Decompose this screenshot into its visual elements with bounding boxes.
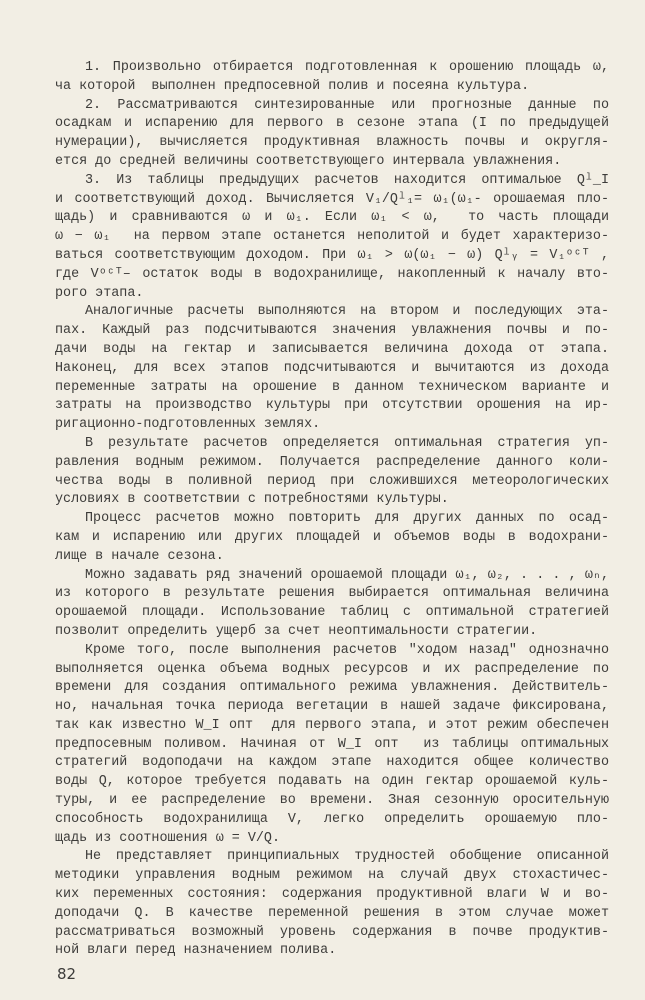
text-line-content: воды Q, которое требуется подавать на один гектар орошаемой куль- — [55, 774, 609, 790]
text-line — [55, 510, 609, 529]
text-line-content: пах. Каждый раз подсчитываются значения увлажнения почвы и по- — [55, 323, 609, 339]
text-line-content: и соответствующий доход. Вычисляется V₁/Qˡ₁= ω₁(ω₁- орошаемая пло- — [55, 191, 609, 207]
text-line — [55, 303, 609, 322]
text-line — [55, 792, 609, 811]
text-line-content: доподачи Q. В качестве переменной решения в этом случае может — [55, 905, 609, 921]
text-line-content: рассматриваться возможный уровень содержания в почве продуктив- — [55, 924, 609, 940]
text-line-content: стратегий водоподачи на каждом этапе находится общее количество — [55, 755, 609, 771]
text-line — [55, 585, 609, 604]
text-line-content: ких переменных состояния: содержания продуктивной влаги W и во- — [55, 887, 609, 903]
text-line-content: В результате расчетов определяется оптимальная стратегия уп- — [85, 435, 609, 451]
text-line — [55, 247, 609, 266]
text-line-content: кам и испарению или других площадей и объемов воды в водохрани- — [55, 529, 609, 545]
text-line — [55, 228, 609, 247]
text-line-content: переменные затраты на орошение в данном техническом варианте и — [55, 379, 609, 395]
text-line — [55, 285, 609, 304]
paragraph — [55, 642, 609, 849]
text-line — [55, 773, 609, 792]
text-line — [55, 153, 609, 172]
text-line-content: способность водохранилища V, легко определить орошаемую пло- — [55, 811, 609, 827]
text-line-content: рого этапа. — [55, 285, 144, 301]
text-line-content: чества воды в поливной период при сложившихся метеорологических — [55, 473, 609, 489]
text-line-content: времени для создания оптимального режима увлажнения. Действитель- — [55, 680, 609, 696]
text-line — [55, 754, 609, 773]
text-line-content: но, начальная точка периода вегетации в нашей задаче фиксирована, — [55, 699, 609, 715]
text-line-content: равления водным режимом. Получается распределение данного коли- — [55, 454, 609, 470]
text-line — [55, 322, 609, 341]
text-line — [55, 115, 609, 134]
text-line-content: затраты на производство культуры при отсутствии орошения на ир- — [55, 398, 609, 414]
text-line-content: так как известно W_I опт для первого этапа, и этот режим обеспечен — [55, 717, 609, 733]
text-line-content: Кроме того, после выполнения расчетов "ходом назад" однозначно — [85, 642, 609, 658]
text-line — [55, 379, 609, 398]
text-line-content: предпосевным поливом. Начиная от W_I опт из таблицы оптимальных — [55, 736, 609, 752]
text-line — [55, 134, 609, 153]
text-line — [55, 341, 609, 360]
text-line — [55, 942, 609, 961]
text-line-content: 2. Рассматриваются синтезированные или прогнозные данные по — [85, 97, 609, 113]
paragraph — [55, 848, 609, 961]
text-line-content: 1. Произвольно отбирается подготовленная к орошению площадь ω, — [85, 60, 609, 75]
text-line-content: щадь из соотношения ω = V/Q. — [55, 830, 280, 846]
text-line — [55, 623, 609, 642]
text-line-content: туры, и ее распределение во времени. Зная сезонную оросительную — [55, 793, 609, 809]
text-line — [55, 867, 609, 886]
text-line — [55, 397, 609, 416]
paragraph — [55, 510, 609, 566]
text-line-content: ваться соответствующим доходом. При ω₁ > ω(ω₁ − ω) Qˡᵧ = V₁ᵒᶜᵀ , — [55, 247, 609, 263]
text-line-content: ригационно-подготовленных землях. — [55, 417, 321, 433]
text-line-content: нумерации), вычисляется продуктивная влажность почвы и округля- — [55, 135, 609, 151]
text-line — [55, 717, 609, 736]
text-line-content: условиях в соответствии с потребностями культуры. — [55, 492, 449, 508]
paragraph — [55, 435, 609, 510]
text-line — [55, 266, 609, 285]
paragraph — [55, 97, 609, 172]
text-line — [55, 924, 609, 943]
text-line — [55, 473, 609, 492]
text-line — [55, 848, 609, 867]
paragraph — [55, 567, 609, 642]
text-line — [55, 529, 609, 548]
text-line — [55, 416, 609, 435]
text-line-content: методики управления водным режимом на случай двух стохастичес- — [55, 868, 609, 884]
text-line — [55, 604, 609, 623]
text-line — [55, 360, 609, 379]
text-line-content: дачи воды на гектар и записывается величина дохода от этапа. — [55, 341, 609, 357]
text-line-content: где Vᵒᶜᵀ– остаток воды в водохранилище, накопленный к началу вто- — [55, 266, 609, 282]
text-line-content: ной влаги перед назначением полива. — [55, 943, 337, 959]
text-line — [55, 661, 609, 680]
text-line-content: ω − ω₁ на первом этапе останется неполитой и будет характеризо- — [55, 229, 609, 245]
text-line-content: Наконец, для всех этапов подсчитываются и вычитаются из дохода — [55, 360, 609, 376]
text-line — [55, 172, 609, 191]
page-number: 82 — [57, 965, 77, 983]
text-line — [55, 209, 609, 228]
text-line-content: из которого в результате решения выбирается оптимальная величина — [55, 586, 609, 602]
text-line-content: щадь) и сравниваются ω и ω₁. Если ω₁ < ω, то часть площади — [55, 210, 609, 226]
paragraph — [55, 172, 609, 304]
text-line — [55, 567, 609, 586]
text-line — [55, 97, 609, 116]
page-body — [55, 59, 609, 961]
text-line — [55, 491, 609, 510]
text-line — [55, 905, 609, 924]
text-line — [55, 78, 609, 97]
text-line — [55, 679, 609, 698]
text-line-content: осадкам и испарению для первого в сезоне этапа (I по предыдущей — [55, 116, 609, 132]
text-line — [55, 698, 609, 717]
paragraph — [55, 59, 609, 97]
text-line-content: позволит определить ущерб за счет неоптимальности стратегии. — [55, 623, 538, 639]
text-line-content: выполняется оценка объема водных ресурсов и их распределение по — [55, 661, 609, 677]
text-line-content: Не представляет принципиальных трудностей обобщение описанной — [85, 849, 609, 865]
paragraph — [55, 303, 609, 435]
text-line — [55, 59, 609, 78]
text-line-content: лище в начале сезона. — [55, 548, 224, 564]
text-line-content: Можно задавать ряд значений орошаемой площади ω₁, ω₂, . . . , ωₙ, — [85, 567, 609, 583]
text-line-content: ча которой выполнен предпосевной полив и посеяна культура. — [55, 78, 530, 94]
text-line — [55, 548, 609, 567]
text-line — [55, 191, 609, 210]
text-line — [55, 830, 609, 849]
text-line-content: ется до средней величины соответствующего интервала увлажнения. — [55, 153, 562, 169]
text-line — [55, 886, 609, 905]
text-line-content: 3. Из таблицы предыдущих расчетов находится оптимальюе Qˡ_I — [85, 172, 609, 188]
text-line — [55, 642, 609, 661]
text-line-content: Аналогичные расчеты выполняются на втором и последующих эта- — [85, 304, 609, 320]
text-line — [55, 736, 609, 755]
text-line-content: орошаемой площади. Использование таблиц с оптимальной стратегией — [55, 605, 609, 621]
text-line-content: Процесс расчетов можно повторить для других данных по осад- — [85, 511, 609, 527]
text-line — [55, 811, 609, 830]
text-line — [55, 454, 609, 473]
text-line — [55, 435, 609, 454]
